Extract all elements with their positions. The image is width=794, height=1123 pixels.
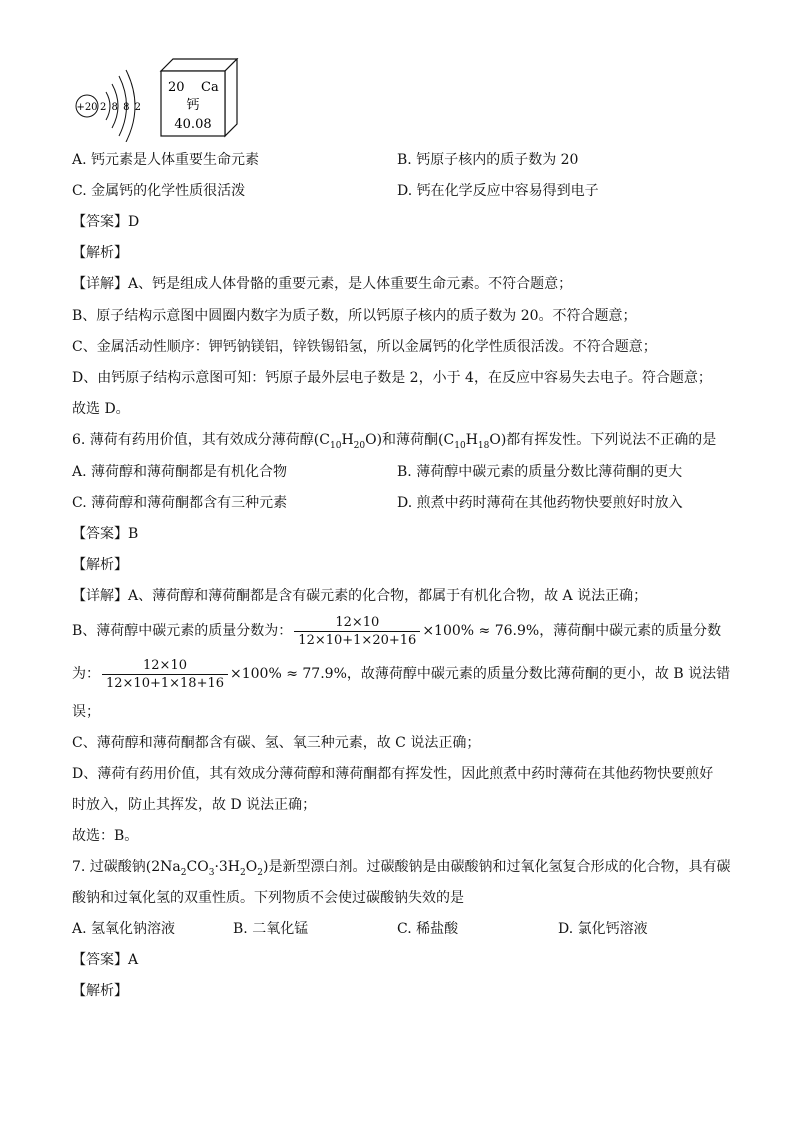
q6-detail-c: C、薄荷醇和薄荷酮都含有碳、氢、氧三种元素，故 C 说法正确； <box>72 735 481 751</box>
q6-answer-line <box>72 524 138 544</box>
q7-stem-part: )是新型漂白剂。过碳酸钠是由碳酸钠和过氧化氢复合形成的化合物，具有碳 <box>262 859 731 875</box>
q6-stem-part: H <box>341 432 354 448</box>
q6-stem <box>72 430 716 450</box>
q6-stem-part: 6. 薄荷有药用价值，其有效成分薄荷醇(C <box>72 432 330 448</box>
q6-conclusion: 故选：B。 <box>72 828 139 844</box>
q6-option-a: A. 薄荷醇和薄荷酮都是有机化合物 <box>72 464 288 480</box>
q6-detail-a <box>72 586 647 606</box>
q6-detail-b-line3: 误； <box>72 704 100 720</box>
element-symbol: Ca <box>201 80 219 95</box>
q6-stem-sub: 20 <box>353 440 366 451</box>
q6-detail-d-line1: D、薄荷有药用价值，其有效成分薄荷醇和薄荷酮都有挥发性，因此煎煮中药时薄荷在其他药物快要煎好 <box>72 766 714 782</box>
fraction-result: ×100% ≈ 77.9% <box>230 666 347 682</box>
cube-top-face <box>161 59 237 71</box>
q5-detail-a-text: A、钙是组成人体骨骼的重要元素，是人体重要生命元素。不符合题意； <box>128 276 573 292</box>
q7-stem-line2: 酸钠和过氧化氢的双重性质。下列物质不会使过碳酸钠失效的是 <box>72 890 464 906</box>
q7-stem-sub: 3 <box>208 867 215 878</box>
q6-detail-d-line2: 时放入，防止其挥发，故 D 说法正确； <box>72 797 317 813</box>
q7-analysis-tag: 【解析】 <box>72 983 128 999</box>
q5-detail-a <box>72 274 572 294</box>
element-name: 钙 <box>186 98 200 113</box>
fraction-denominator: 12×10+1×20+16 <box>294 631 420 649</box>
q5-option-b: B. 钙原子核内的质子数为 20 <box>397 152 579 168</box>
q5-answer-line <box>72 212 139 232</box>
q6-detail-b-text: ，故薄荷醇中碳元素的质量分数比薄荷酮的更小，故 B 说法错 <box>346 666 731 682</box>
q6-analysis-tag: 【解析】 <box>72 557 128 573</box>
detail-tag: 【详解】 <box>72 588 128 604</box>
q5-option-d: D. 钙在化学反应中容易得到电子 <box>397 183 599 199</box>
q7-stem-sub: 2 <box>180 867 187 878</box>
q6-answer: B <box>128 526 139 542</box>
q5-detail-c: C、金属活动性顺序：钾钙钠镁铝，锌铁锡铅氢，所以金属钙的化学性质很活泼。不符合题意； <box>72 339 657 355</box>
q6-option-b: B. 薄荷醇中碳元素的质量分数比薄荷酮的更大 <box>397 464 683 480</box>
q6-option-d: D. 煎煮中药时薄荷在其他药物快要煎好时放入 <box>397 495 683 511</box>
q5-option-a: A. 钙元素是人体重要生命元素 <box>72 152 260 168</box>
q5-analysis-tag: 【解析】 <box>72 245 128 261</box>
fraction-result: ×100% ≈ 76.9% <box>422 623 540 639</box>
q7-answer: A <box>128 952 139 968</box>
q6-detail-b-text: B、薄荷醇中碳元素的质量分数为： <box>72 623 293 639</box>
fraction-menthone <box>102 657 228 692</box>
fraction-numerator: 12×10 <box>143 657 187 673</box>
q7-answer-line <box>72 950 138 970</box>
q7-stem-sub: 2 <box>240 867 246 878</box>
q7-stem-part: O <box>245 859 258 875</box>
calcium-atom-structure-diagram <box>70 62 170 142</box>
q6-stem-sub: 10 <box>454 440 466 451</box>
q6-stem-sub: 18 <box>477 440 490 451</box>
fraction-denominator: 12×10+1×18+16 <box>102 674 228 692</box>
q6-stem-sub: 10 <box>329 440 342 451</box>
q7-stem-line1 <box>72 857 730 877</box>
shell-electrons: 2 8 8 2 <box>100 102 142 113</box>
q7-stem-part: 7. 过碳酸钠(2Na <box>72 859 181 875</box>
q6-stem-part: O)和薄荷酮(C <box>365 432 455 448</box>
q6-stem-part: O)都有挥发性。下列说法不正确的是 <box>489 432 717 448</box>
q6-detail-b-line2 <box>72 655 730 693</box>
calcium-periodic-cell <box>158 58 240 138</box>
q5-answer: D <box>128 214 140 230</box>
answer-tag: 【答案】 <box>72 952 128 968</box>
atomic-number: 20 <box>168 80 185 95</box>
answer-tag: 【答案】 <box>72 526 128 542</box>
q6-detail-b-text: ，薄荷酮中碳元素的质量分数 <box>539 623 722 639</box>
answer-tag: 【答案】 <box>72 214 128 230</box>
q7-option-c: C. 稀盐酸 <box>397 921 459 937</box>
q6-detail-b-line1 <box>72 612 721 650</box>
fraction-numerator: 12×10 <box>335 614 380 630</box>
q7-option-b: B. 二氧化锰 <box>233 921 309 937</box>
q5-conclusion: 故选 D。 <box>72 401 130 417</box>
q5-detail-b: B、原子结构示意图中圆圈内数字为质子数，所以钙原子核内的质子数为 20。不符合题意； <box>72 308 637 324</box>
q7-option-d: D. 氯化钙溶液 <box>558 921 648 937</box>
cube-side-face <box>225 59 237 136</box>
nucleus-charge: +20 <box>76 102 98 113</box>
q7-stem-sub: 2 <box>257 867 263 878</box>
q6-detail-a-text: A、薄荷醇和薄荷酮都是含有碳元素的化合物，都属于有机化合物，故 A 说法正确； <box>128 588 648 604</box>
q6-stem-part: H <box>465 432 478 448</box>
fraction-menthol <box>294 614 420 649</box>
detail-tag: 【详解】 <box>72 276 128 292</box>
atomic-mass: 40.08 <box>174 117 212 132</box>
q7-stem-part: ·3H <box>214 859 241 875</box>
q6-option-c: C. 薄荷醇和薄荷酮都含有三种元素 <box>72 495 288 511</box>
q5-option-c: C. 金属钙的化学性质很活泼 <box>72 183 246 199</box>
q7-stem-part: CO <box>186 859 209 875</box>
q5-detail-d: D、由钙原子结构示意图可知：钙原子最外层电子数是 2，小于 4，在反应中容易失去电子。符合题意； <box>72 370 712 386</box>
q6-detail-b-text: 为： <box>72 666 100 682</box>
q7-option-a: A. 氢氧化钠溶液 <box>72 921 176 937</box>
